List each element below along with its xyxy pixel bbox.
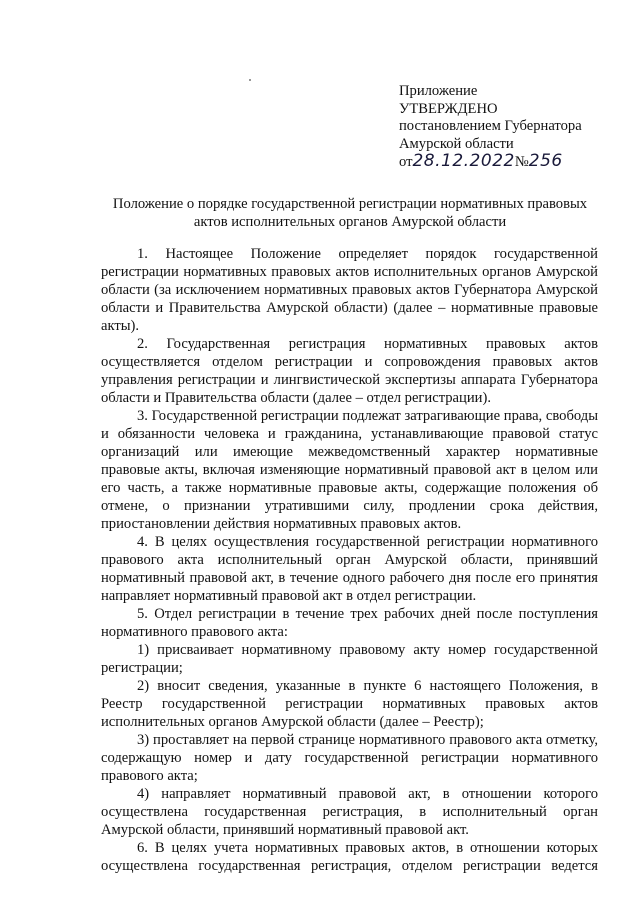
approval-appendix-label: Приложение: [399, 83, 478, 99]
handwritten-number: 256: [528, 151, 563, 171]
paragraph-5-item-1: 1) присваивает нормативному правовому акту номер государственной регистрации;: [101, 642, 598, 676]
paragraph-5-item-3: 3) проставляет на первой странице нормативного правового акта отметку, содержащую номер и дату государственной регистрации нормативного правового акта;: [101, 732, 598, 784]
title-line-2: актов исполнительных органов Амурской области: [193, 213, 507, 230]
paragraph-5-item-4: 4) направляет нормативный правовой акт, в отношении которого осуществлена государственная регистрация, в исполнительный орган Амурской области, принявший нормативный правовой акт.: [101, 786, 598, 838]
approval-region-label: Амурской области: [399, 135, 514, 152]
approval-date-line: [399, 153, 629, 172]
approval-stamp-block: [399, 83, 629, 172]
paragraph-5-item-2: 2) вносит сведения, указанные в пункте 6 настоящего Положения, в Реестр государственной регистрации нормативных правовых актов исполнительных органов Амурской области (далее – Реестр);: [101, 678, 598, 730]
paragraph-5: 5. Отдел регистрации в течение трех рабочих дней после поступления нормативного правового акта:: [101, 606, 598, 640]
approval-decree-label: постановлением Губернатора: [399, 118, 582, 134]
document-body: [101, 245, 598, 875]
number-prefix: №: [514, 154, 529, 170]
paragraph-6: 6. В целях учета нормативных правовых актов, в отношении которых осуществлена государственная регистрация, отделом регистрации ведется: [101, 840, 598, 874]
title-line-1: Положение о порядке государственной регистрации нормативных правовых: [112, 196, 588, 212]
paragraph-2: 2. Государственная регистрация нормативных правовых актов осуществляется отделом регистрации и сопровождения правовых актов управления регистрации и лингвистической экспертизы аппарата Губернатора области и Правительства области (далее – отдел регистрации).: [101, 336, 598, 406]
scan-speck: [249, 79, 251, 81]
paragraph-1: 1. Настоящее Положение определяет порядок государственной регистрации нормативных правовых актов исполнительных органов Амурской области (за исключением нормативных правовых актов Губернатора Амурской области и Правительства Амурской области) (далее – нормативные правовые акты).: [101, 246, 598, 334]
approval-approved-label: УТВЕРЖДЕНО: [399, 100, 498, 117]
paragraph-4: 4. В целях осуществления государственной регистрации нормативного правового акта исполнительный орган Амурской области, принявший нормативный правовой акт, в течение одного рабочего дня после его принятия направляет нормативный правовой акт в отдел регистрации.: [101, 534, 598, 604]
paragraph-3: 3. Государственной регистрации подлежат затрагивающие права, свободы и обязанности человека и гражданина, устанавливающие правовой статус организаций или имеющие межведомственный характер нормативные правовые акты, включая изменяющие нормативный правовой акт в целом или его часть, а также нормативные правовые акты, содержащие положения об отмене, о признании утратившими силу, продлении срока действия, приостановлении действия нормативных правовых актов.: [101, 408, 598, 532]
document-title: [100, 196, 600, 231]
date-prefix: от: [399, 154, 413, 170]
handwritten-date: 28.12.2022: [412, 151, 515, 171]
